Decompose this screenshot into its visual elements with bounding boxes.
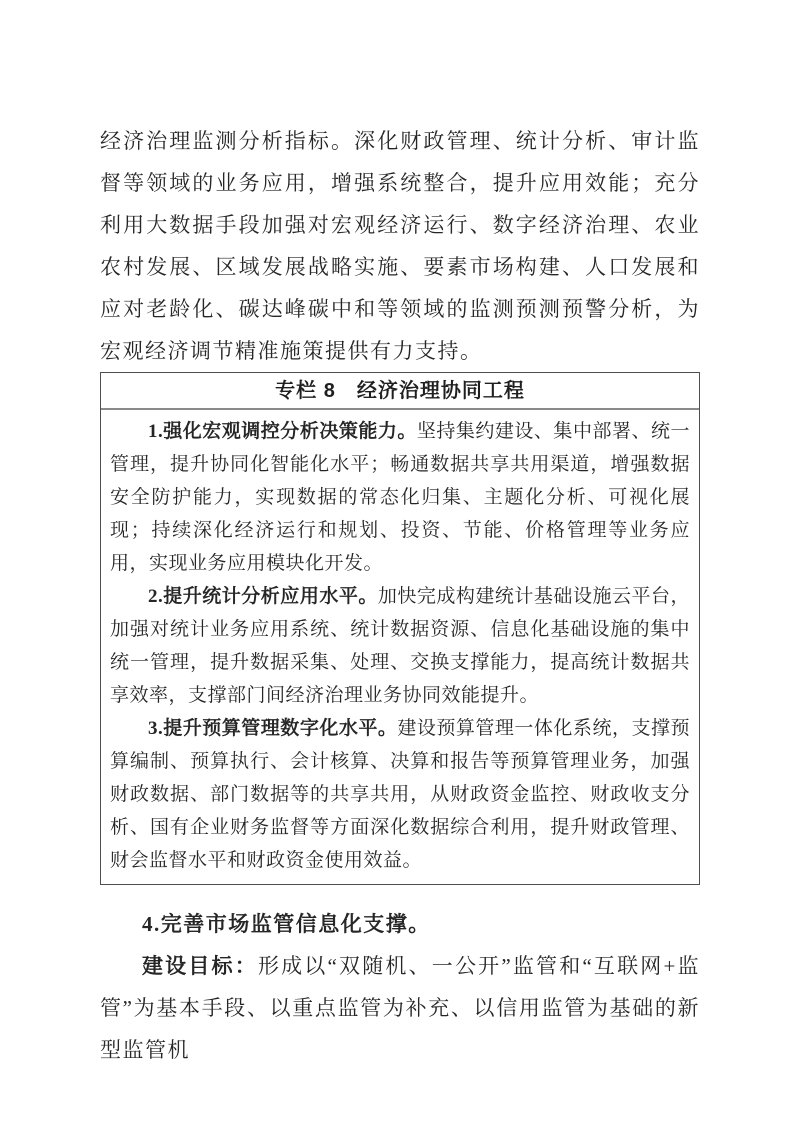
- goal-label: 建设目标：: [142, 954, 258, 978]
- box-item-1-text: 坚持集约建设、集中部署、统一管理，提升协同化智能化水平；畅通数据共享共用渠道，增强数据安全防护能力，实现数据的常态化归集、主题化分析、可视化展现；持续深化经济运行和规划、投资、节能、价格管理等业务应用，实现业务应用模块化开发。: [110, 421, 690, 574]
- box-item-2: [110, 580, 690, 712]
- page-content: [100, 120, 700, 1071]
- box-item-3-text: 建设预算管理一体化系统，支撑预算编制、预算执行、会计核算、决算和报告等预算管理业务，加强财政数据、部门数据等的共享共用，从财政资金监控、财政收支分析、国有企业财务监督等方面深化数据综合利用，提升财政管理、财会监督水平和财政资金使用效益。: [110, 718, 690, 871]
- box-item-1: [110, 415, 690, 580]
- intro-paragraph: 经济治理监测分析指标。深化财政管理、统计分析、审计监督等领域的业务应用，增强系统整合，提升应用效能；充分利用大数据手段加强对宏观经济运行、数字经济治理、农业农村发展、区域发展战略实施、要素市场构建、人口发展和应对老龄化、碳达峰碳中和等领域的监测预测预警分析，为宏观经济调节精准施策提供有力支持。: [100, 129, 700, 363]
- box-item-2-text: 加快完成构建统计基础设施云平台，加强对统计业务应用系统、统计数据资源、信息化基础设施的集中统一管理，提升数据采集、处理、交换支撑能力，提高统计数据共享效率，支撑部门间经济治理业务协同效能提升。: [110, 586, 690, 706]
- box-item-2-heading: 2.提升统计分析应用水平。: [148, 586, 378, 607]
- box-item-3: [110, 712, 690, 877]
- section-4-heading: 4.完善市场监管信息化支撑。: [142, 912, 431, 936]
- box-item-3-heading: 3.提升预算管理数字化水平。: [148, 718, 398, 739]
- column-8-box-body: [101, 410, 699, 884]
- goal-text: 形成以“双随机、一公开”监管和“互联网+监管”为基本手段、以重点监管为补充、以信用监管为基础的新型监管机: [100, 954, 700, 1062]
- box-item-1-heading: 1.强化宏观调控分析决策能力。: [148, 421, 417, 442]
- column-8-box-title: 专栏 8 经济治理协同工程: [101, 373, 699, 410]
- section-4-goal-paragraph: [100, 945, 700, 1071]
- column-8-box: [100, 372, 700, 885]
